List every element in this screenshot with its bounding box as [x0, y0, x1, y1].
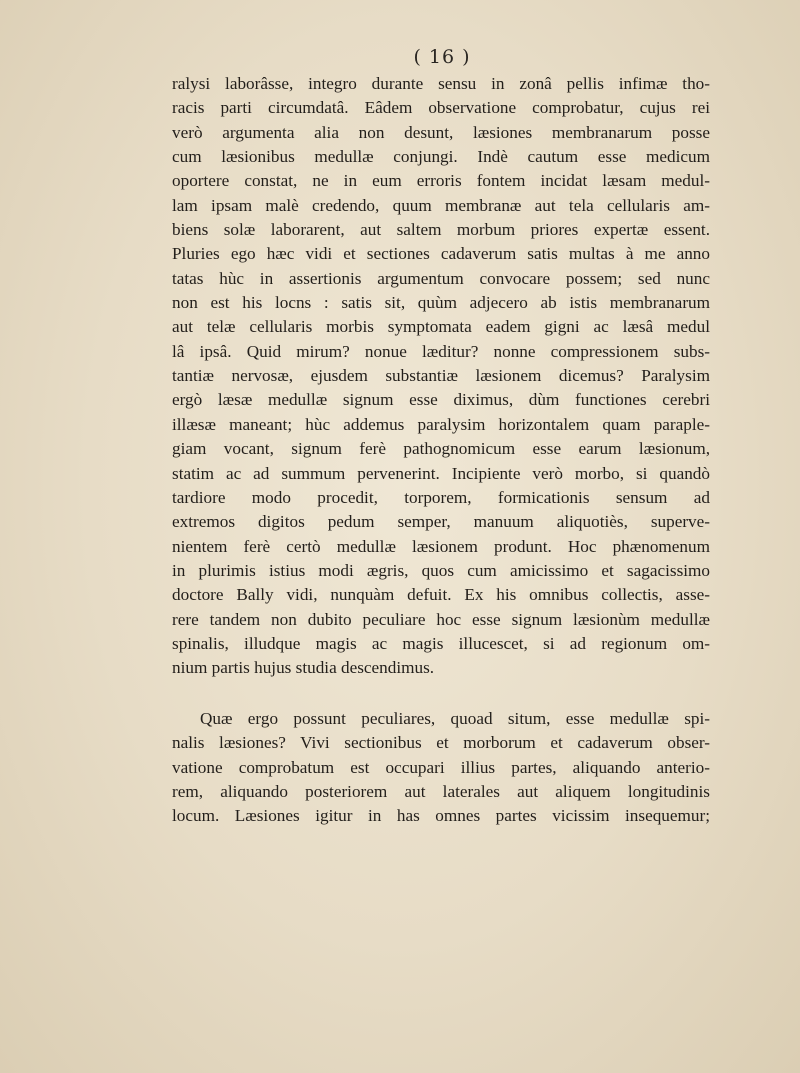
- text-line: nientem ferè certò medullæ læsionem produnt. Hoc phænomenum: [172, 536, 710, 556]
- text-line: rere tandem non dubito peculiare hoc esse signum læsionùm medullæ: [172, 609, 710, 629]
- text-line: oportere constat, ne in eum erroris fontem incidat læsam medul-: [172, 171, 710, 191]
- text-line: spinalis, illudque magis ac magis illucescet, si ad regionum om-: [172, 633, 710, 653]
- text-line: tardiore modo procedit, torporem, formicationis sensum ad: [172, 487, 710, 507]
- text-line: cum læsionibus medullæ conjungi. Indè cautum esse medicum: [172, 147, 710, 167]
- text-line: doctore Bally vidi, nunquàm defuit. Ex his omnibus collectis, asse-: [172, 585, 710, 605]
- text-line: lâ ipsâ. Quid mirum? nonue læditur? nonne compressionem subs-: [172, 341, 710, 361]
- text-line: giam vocant, signum ferè pathognomicum esse earum læsionum,: [172, 439, 710, 459]
- text-line: aut telæ cellularis morbis symptomata eadem gigni ac læsâ medul: [172, 317, 710, 337]
- text-line: verò argumenta alia non desunt, læsiones membranarum posse: [172, 122, 710, 142]
- text-line: rem, aliquando posteriorem aut laterales aut aliquem longitudinis: [172, 782, 710, 802]
- text-line: tantiæ nervosæ, ejusdem substantiæ læsionem dicemus? Paralysim: [172, 366, 710, 386]
- text-line: tatas hùc in assertionis argumentum convocare possem; sed nunc: [172, 268, 710, 288]
- page-number: ( 16 ): [413, 46, 471, 68]
- text-line: in plurimis istius modi ægris, quos cum amicissimo et sagacissimo: [172, 560, 710, 580]
- text-line: lam ipsam malè credendo, quum membranæ aut tela cellularis am-: [172, 195, 710, 215]
- text-line: locum. Læsiones igitur in has omnes partes vicissim insequemur;: [172, 806, 710, 826]
- text-line: Quæ ergo possunt peculiares, quoad situm, esse medullæ spi-: [200, 709, 710, 728]
- text-line: ralysi laborâsse, integro durante sensu in zonâ pellis infimæ tho-: [172, 74, 710, 93]
- text-line: extremos digitos pedum semper, manuum aliquotiès, superve-: [172, 512, 710, 532]
- text-line: biens solæ laborarent, aut saltem morbum priores expertæ essent.: [172, 220, 710, 240]
- text-line: illæsæ maneant; hùc addemus paralysim horizontalem quam paraple-: [172, 414, 710, 434]
- text-line: Pluries ego hæc vidi et sectiones cadaverum satis multas à me anno: [172, 244, 710, 264]
- text-line: statim ac ad summum pervenerint. Incipiente verò morbo, si quandò: [172, 463, 710, 483]
- text-line: vatione comprobatum est occupari illius partes, aliquando anterio-: [172, 757, 710, 777]
- paragraph-2: [172, 707, 710, 829]
- text-line: non est his locns : satis sit, quùm adjecero ab istis membranarum: [172, 293, 710, 313]
- paragraph-1: [172, 72, 710, 681]
- text-line: nalis læsiones? Vivi sectionibus et morborum et cadaverum obser-: [172, 733, 710, 753]
- text-line: ergò læsæ medullæ signum esse diximus, dùm functiones cerebri: [172, 390, 710, 410]
- text-line: racis parti circumdatâ. Eâdem observatione comprobatur, cujus rei: [172, 98, 710, 118]
- text-line: nium partis hujus studia descendimus.: [172, 658, 435, 678]
